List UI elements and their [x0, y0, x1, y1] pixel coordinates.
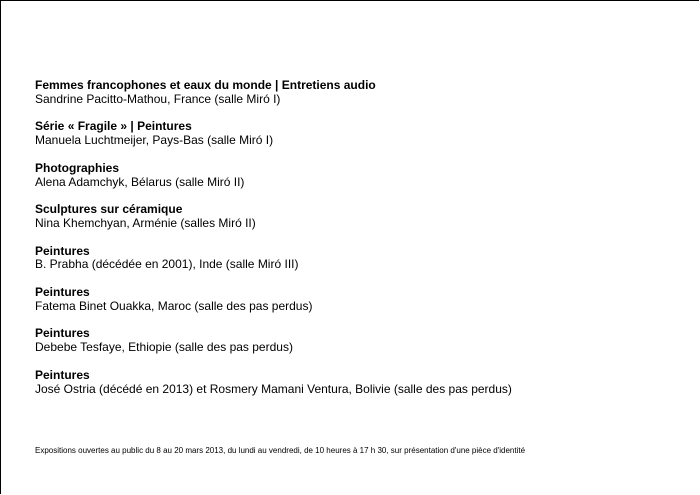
opening-hours-note: Expositions ouvertes au public du 8 au 20 mars 2013, du lundi au vendredi, de 10 heures à 17 h 30, sur présentation d'une pièce d'identité: [35, 446, 526, 455]
exhibition-artist: Debebe Tesfaye, Ethiopie (salle des pas perdus): [35, 340, 293, 355]
exhibition-artist: Alena Adamchyk, Bélarus (salle Miró II): [35, 174, 245, 189]
exhibition-entry: [35, 203, 675, 231]
exhibition-title: Photographies: [35, 160, 120, 175]
exhibition-entry: [35, 327, 675, 355]
exhibition-artist: B. Prabha (décédée en 2001), Inde (salle Miró III): [35, 257, 299, 272]
exhibition-title: Femmes francophones et eaux du monde | Entretiens audio: [35, 78, 376, 92]
exhibition-entry: [35, 286, 675, 314]
exhibition-artist: Manuela Luchtmeijer, Pays-Bas (salle Miró I): [35, 133, 274, 148]
exhibition-entry: [35, 369, 675, 397]
exhibition-entry: [35, 79, 675, 107]
exhibition-entry: [35, 162, 675, 190]
exhibition-artist: Sandrine Pacitto-Mathou, France (salle Miró I): [35, 91, 281, 106]
exhibition-artist: José Ostria (décédé en 2013) et Rosmery Mamani Ventura, Bolivie (salle des pas perdus): [35, 381, 512, 396]
exhibition-list: [35, 79, 675, 410]
exhibition-title: Série « Fragile » | Peintures: [35, 119, 192, 134]
exhibition-entry: [35, 120, 675, 148]
exhibition-artist: Nina Khemchyan, Arménie (salles Miró II): [35, 215, 256, 230]
exhibition-title: Peintures: [35, 284, 90, 299]
exhibition-title: Peintures: [35, 367, 90, 382]
exhibition-title: Peintures: [35, 326, 90, 341]
exhibition-title: Peintures: [35, 243, 90, 258]
exhibition-entry: [35, 245, 675, 273]
exhibition-artist: Fatema Binet Ouakka, Maroc (salle des pas perdus): [35, 298, 313, 313]
exhibition-title: Sculptures sur céramique: [35, 202, 183, 217]
